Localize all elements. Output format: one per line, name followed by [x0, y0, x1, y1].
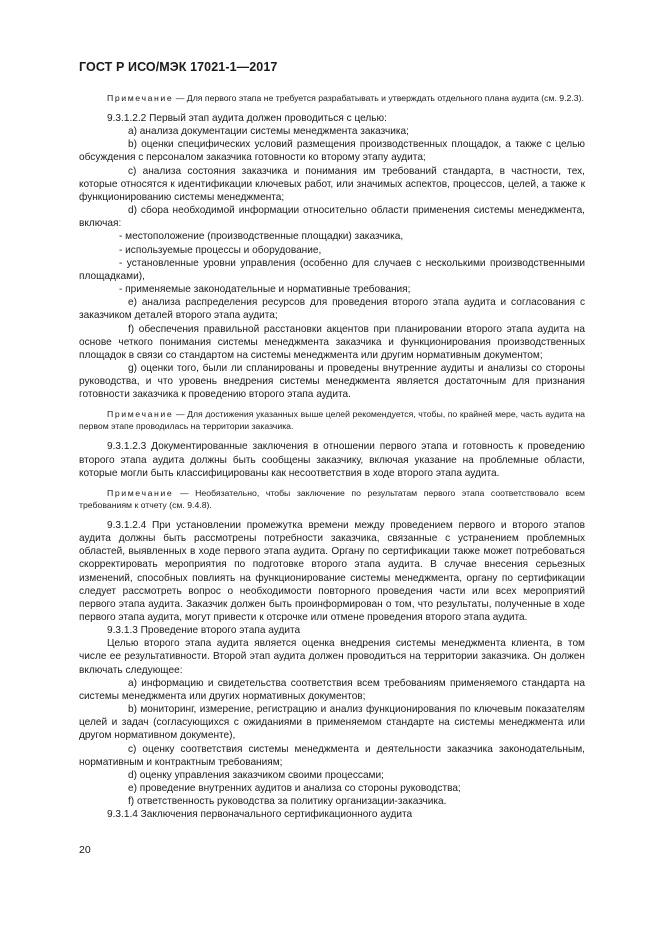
stage2-item-f: f) ответственность руководства за политику организации-заказчика.: [128, 796, 447, 808]
clause-9-3-1-2-2: 9.3.1.2.2 Первый этап аудита должен проводиться с целью:: [107, 113, 387, 124]
list-item-f: f) обеспечения правильной расстановки акцентов при планировании второго этапа аудита на основе четкого понимания системы менеджмента заказчика и функционирования производственных площадок в связи со стандартом на системы менеджмента или другим нормативным документом;: [79, 323, 585, 361]
list-item-e: е) анализа распределения ресурсов для проведения второго этапа аудита и согласования с заказчиком деталей второго этапа аудита;: [79, 297, 585, 322]
stage2-item-a: а) информацию и свидетельства соответствия всем требованиям применяемого стандарта на системы менеджмента или других нормативных документов;: [79, 677, 585, 702]
list-item-g: g) оценки того, были ли спланированы и проведены внутренние аудиты и анализы со стороны руководства, и что уровень внедрения системы менеджмента является достаточным для признания готовности заказчика к проведению второго этапа аудита.: [79, 362, 585, 401]
note-1: [79, 92, 585, 104]
note-label: Примечание: [107, 409, 174, 420]
dash-item-2: - используемые процессы и оборудование,: [119, 244, 322, 256]
list-item-a: а) анализа документации системы менеджмента заказчика;: [128, 126, 409, 138]
clause-9-3-1-2-3: 9.3.1.2.3 Документированные заключения в отношении первого этапа и готовность к проведению второго этапа аудита должны быть сообщены заказчику, включая указание на проблемные области, которые могли быть классифицированы как несоответствия в ходе второго этапа аудита.: [79, 441, 585, 479]
document-body: [79, 92, 585, 822]
stage2-item-d: d) оценку управления заказчиком своими процессами;: [128, 769, 384, 781]
clause-9-3-1-4-heading: 9.3.1.4 Заключения первоначального сертификационного аудита: [107, 809, 413, 821]
note-text: — Для первого этапа не требуется разрабатывать и утверждать отдельного плана аудита (см. 9.2.3).: [173, 93, 584, 103]
stage2-item-c: с) оценку соответствия системы менеджмента и деятельности заказчика законодательным, нормативным и контрактным требованиям;: [79, 743, 585, 768]
note-label: Примечание: [107, 93, 174, 103]
note-text: — Необязательно, чтобы заключение по результатам первого этапа соответствовало всем требованиям к отчету (см. 9.4.8).: [79, 487, 585, 510]
note-2: [79, 408, 585, 432]
page-number: 20: [79, 844, 91, 856]
clause-9-3-1-2-4: 9.3.1.2.4 При установлении промежутка времени между проведением первого и второго этапов аудита должны быть рассмотрены потребности заказчика, связанные с устранением проблемных областей, выявленных в ходе первого этапа аудита. Органу по сертификации также может потребоваться скорректировать мероприятия по подготовке второго этапа аудита. В случае внесения серьезных изменений, способных повлиять на функционирование системы менеджмента, органу по сертификации следует рассмотреть вопрос о необходимости повторного проведения части или всех мероприятий первого этапа аудита. Заказчик должен быть проинформирован о том, что результаты, полученные в ходе первого этапа аудита, могут привести к отсрочке или отмене проведения второго этапа аудита.: [79, 519, 585, 623]
note-text: — Для достижения указанных выше целей рекомендуется, чтобы, по крайней мере, часть аудита на первом этапе проводилась на территории заказчика.: [79, 409, 585, 432]
clause-9-3-1-3-heading: 9.3.1.3 Проведение второго этапа аудита: [107, 625, 301, 637]
dash-item-4: - применяемые законодательные и нормативные требования;: [119, 284, 411, 296]
clause-9-3-1-3-text: Целью второго этапа аудита является оценка внедрения системы менеджмента клиента, в том числе ее результативности. Второй этап аудита должен проводиться на территории заказчика. Он должен включать следующее:: [79, 638, 585, 676]
stage2-item-e: е) проведение внутренних аудитов и анализа со стороны руководства;: [128, 783, 461, 795]
stage2-item-b: b) мониторинг, измерение, регистрацию и анализ функционирования по ключевым показателям целей и задач (согласующихся с ожиданиями в применяемом стандарте на системы менеджмента или другом нормативном документе),: [79, 704, 585, 742]
note-label: Примечание: [107, 487, 174, 498]
dash-item-3: - установленные уровни управления (особенно для случаев с несколькими производственными площадками),: [79, 257, 585, 282]
document-header: ГОСТ Р ИСО/МЭК 17021-1—2017: [79, 60, 278, 74]
list-item-c: с) анализа состояния заказчика и понимания им требований стандарта, в частности, тех, которые относятся к идентификации ключевых работ, или значимых аспектов, процессов, целей, а также к функционированию системы менеджмента;: [79, 165, 585, 203]
note-3: [79, 487, 585, 511]
list-item-b: b) оценки специфических условий размещения производственных площадок, а также с целью обсуждения с персоналом заказчика готовности ко второму этапу аудита;: [79, 139, 585, 164]
list-item-d: d) сбора необходимой информации относительно области применения системы менеджмента, включая:: [79, 205, 585, 230]
dash-item-1: - местоположение (производственные площадки) заказчика,: [119, 231, 404, 243]
